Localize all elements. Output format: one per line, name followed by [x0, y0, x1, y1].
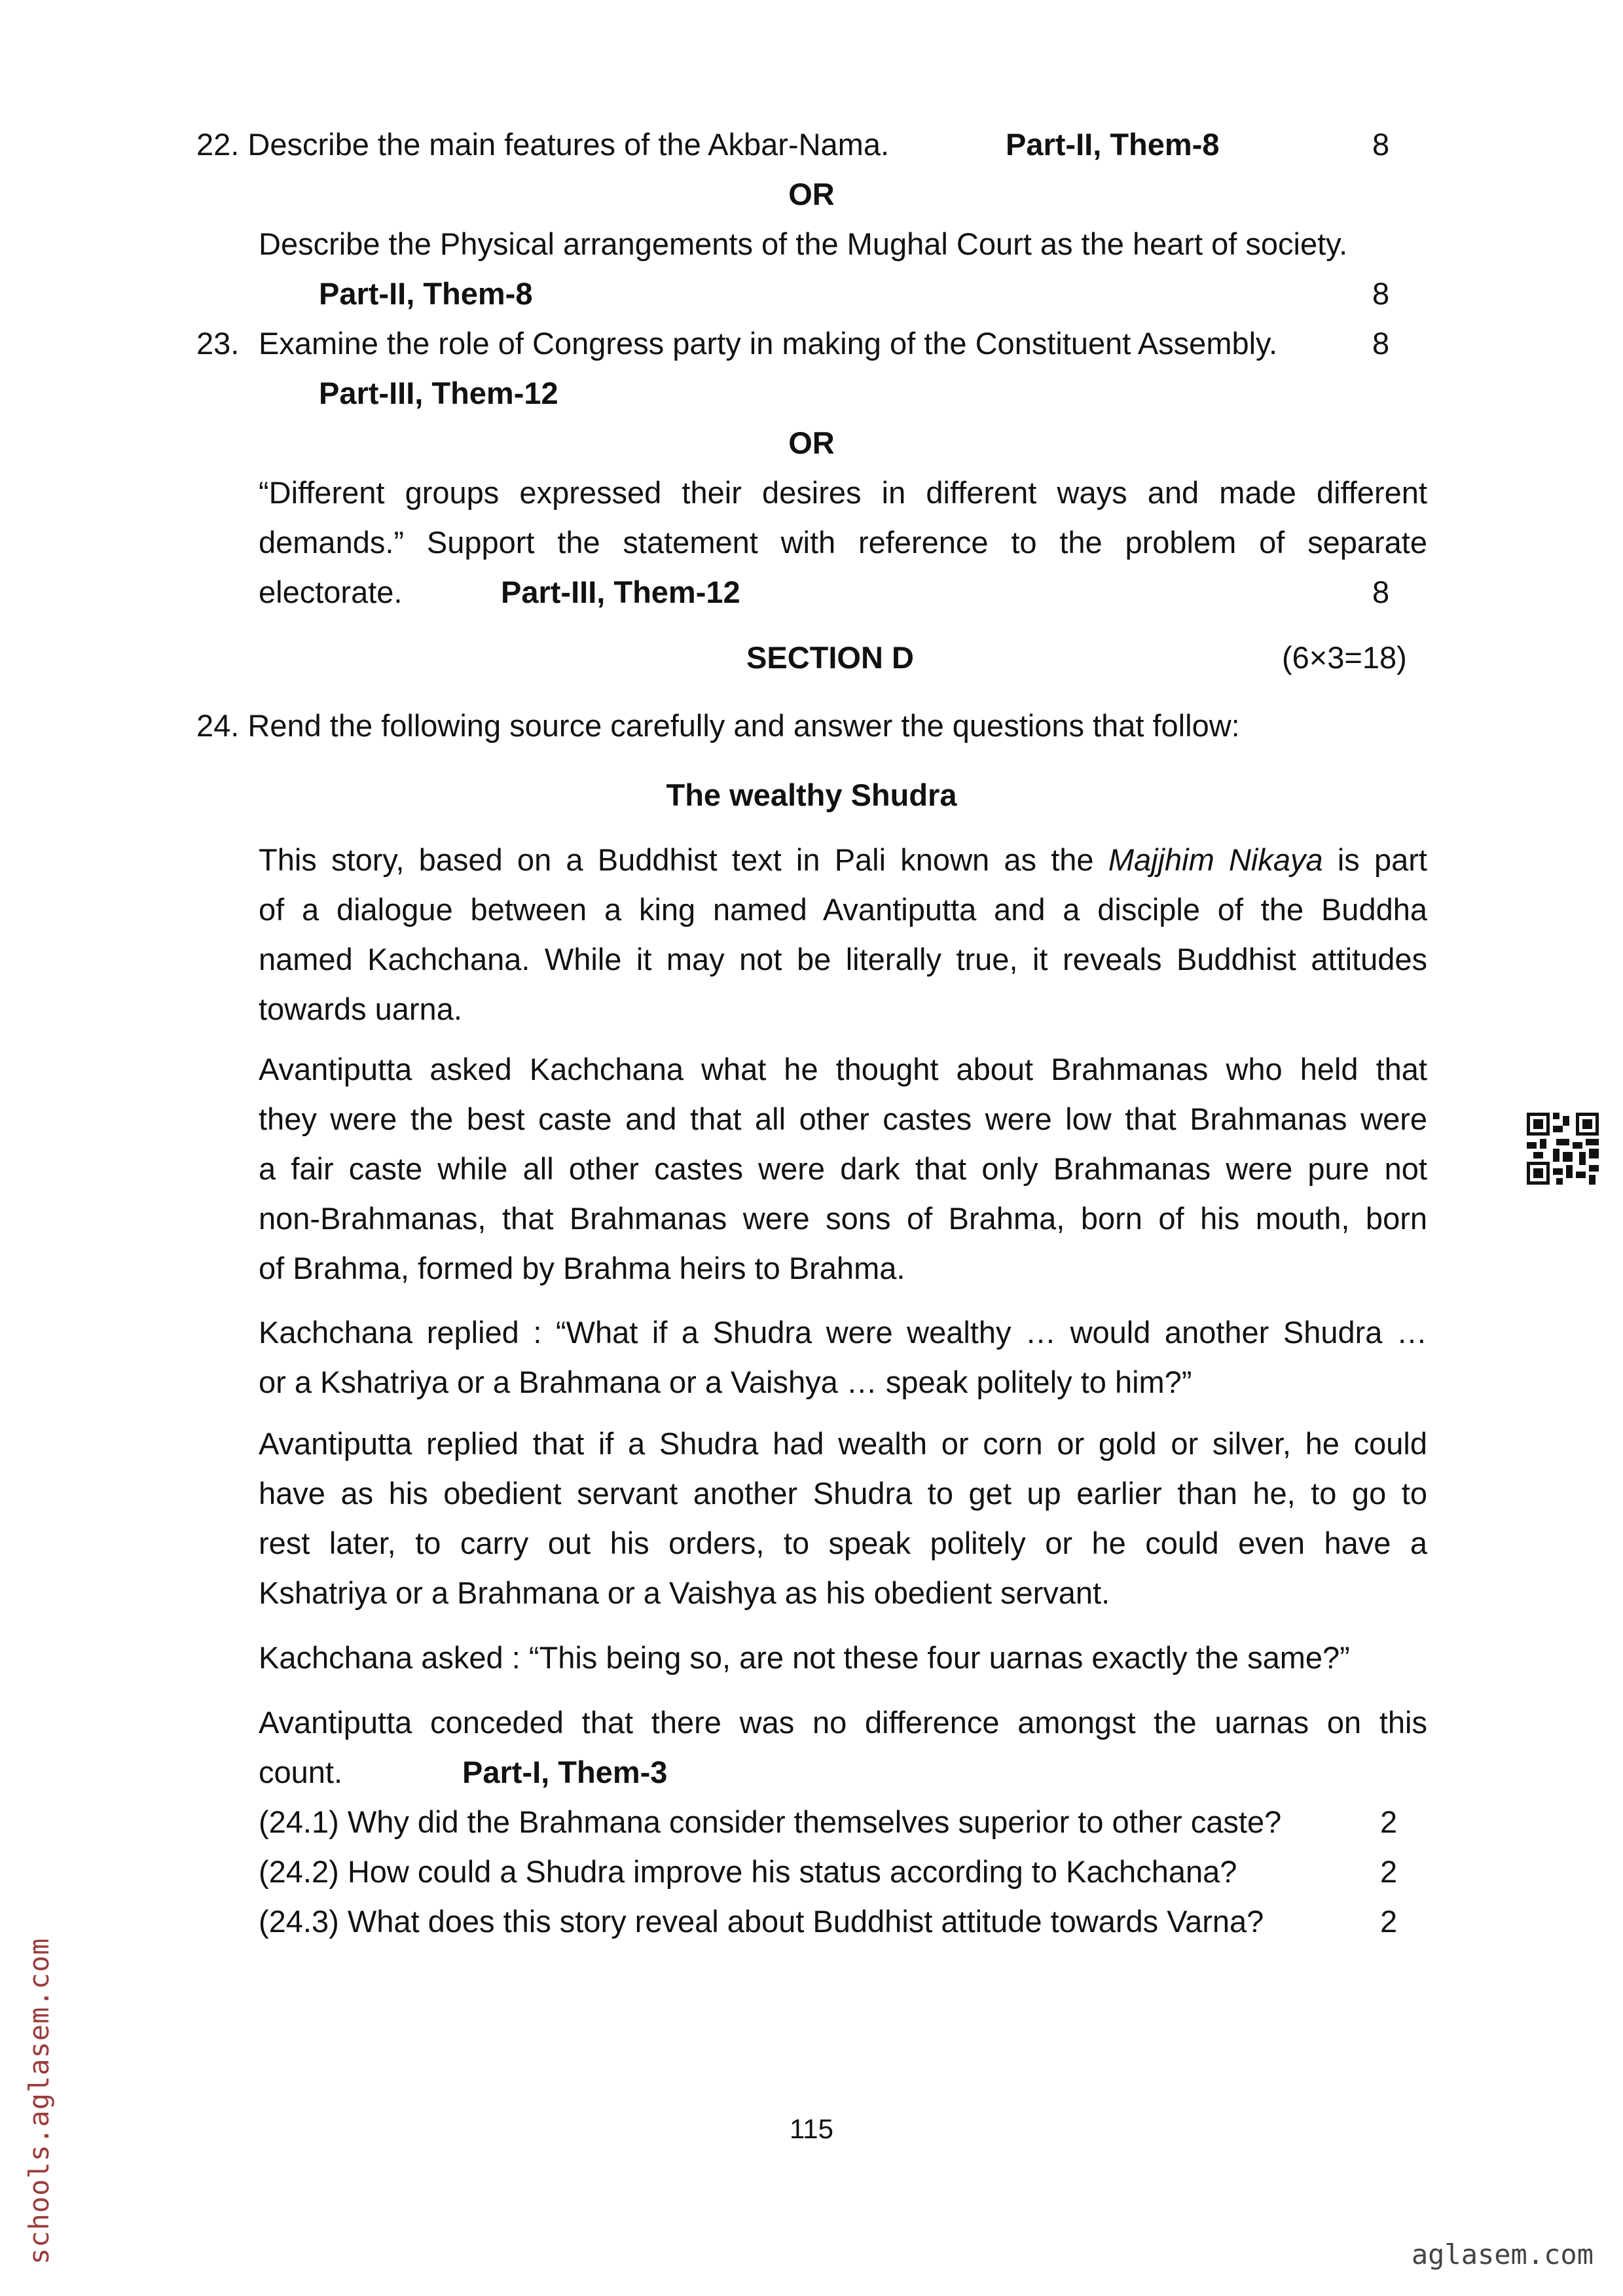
q24-instruction: 24. Rend the following source carefully and answer the questions that follow: [196, 708, 1240, 743]
q24-source-title: The wealthy Shudra [666, 778, 957, 812]
q24-p1-line: of a dialogue between a king named Avantiputta and a disciple of the Buddha [259, 892, 1427, 927]
q24-ref: Part-I, Them-3 [462, 1755, 668, 1789]
section-d-marks: (6×3=18) [1282, 640, 1407, 675]
q24-sub-marks: 2 [1380, 1904, 1398, 1939]
q24-p3-line: Kachchana replied : “What if a Shudra were wealthy … would another Shudra … [259, 1315, 1427, 1350]
page-number: 115 [790, 2113, 833, 2144]
watermark-left[interactable]: schools.aglasem.com [23, 1937, 55, 2265]
q24-sub-question: (24.1) Why did the Brahmana consider themselves superior to other caste? [259, 1804, 1282, 1839]
q24-p1-line: named Kachchana. While it may not be literally true, it reveals Buddhist attitudes [259, 942, 1427, 977]
watermark-right[interactable]: aglasem.com [1411, 2238, 1594, 2270]
q24-p2-line: non-Brahmanas, that Brahmanas were sons of Brahma, born of his mouth, born [259, 1201, 1427, 1236]
section-d-title: SECTION D [746, 640, 914, 675]
q24-p2-line: a fair caste while all other castes were dark that only Brahmanas were pure not [259, 1151, 1427, 1186]
q22-alt-text: Describe the Physical arrangements of the Mughal Court as the heart of society. [259, 226, 1348, 261]
q23-ref: Part-III, Them-12 [319, 376, 558, 410]
q22-alt-ref: Part-II, Them-8 [319, 276, 533, 311]
qr-code-icon [1527, 1113, 1599, 1185]
q24-p1-line: towards uarna. [259, 992, 462, 1026]
q22-or: OR [788, 177, 835, 211]
q23-alt-marks: 8 [1372, 575, 1390, 609]
q24-p4-line: Avantiputta replied that if a Shudra had wealth or corn or gold or silver, he could [259, 1426, 1427, 1461]
q24-p4-line: have as his obedient servant another Shudra to get up earlier than he, to go to [259, 1476, 1427, 1511]
q23-alt-line: demands.” Support the statement with reference to the problem of separate [259, 525, 1427, 560]
q24-p2-line: they were the best caste and that all other castes were low that Brahmanas were [259, 1102, 1427, 1136]
q24-p4-line: rest later, to carry out his orders, to speak politely or he could even have a [259, 1526, 1427, 1560]
q22-marks: 8 [1372, 127, 1390, 162]
q24-p1-line1 [259, 835, 1427, 885]
q23-number: 23. [196, 326, 240, 361]
q24-sub-question: (24.3) What does this story reveal about Buddhist attitude towards Varna? [259, 1904, 1264, 1939]
q22-text: 22. Describe the main features of the Akbar-Nama. [196, 127, 890, 162]
q24-sub-question: (24.2) How could a Shudra improve his status according to Kachchana? [259, 1854, 1237, 1889]
q24-sub-marks: 2 [1380, 1804, 1398, 1839]
q24-p6-line: Avantiputta conceded that there was no difference amongst the uarnas on this [259, 1705, 1427, 1740]
q24-p2-line: of Brahma, formed by Brahma heirs to Brahma. [259, 1251, 905, 1285]
q23-alt-ref: Part-III, Them-12 [501, 575, 740, 609]
q24-p3-line: or a Kshatriya or a Brahmana or a Vaishya … speak politely to him?” [259, 1365, 1192, 1399]
q24-p5: Kachchana asked : “This being so, are not these four uarnas exactly the same?” [259, 1640, 1350, 1675]
q22-ref: Part-II, Them-8 [1006, 127, 1220, 162]
q24-sub-marks: 2 [1380, 1854, 1398, 1889]
q24-p6-line: count. [259, 1755, 343, 1789]
q24-p4-line: Kshatriya or a Brahmana or a Vaishya as his obedient servant. [259, 1575, 1110, 1610]
q24-p2-line: Avantiputta asked Kachchana what he thought about Brahmanas who held that [259, 1052, 1427, 1086]
q23-alt-line: electorate. [259, 575, 403, 609]
q24-p1-italic: Majjhim Nikaya [1108, 842, 1323, 877]
q23-text: Examine the role of Congress party in making of the Constituent Assembly. [259, 326, 1278, 361]
q23-marks: 8 [1372, 326, 1390, 361]
q24-p1-text-b: is part [1337, 842, 1427, 877]
q22-alt-marks: 8 [1372, 276, 1390, 311]
q24-p1-text-a: This story, based on a Buddhist text in Pali known as the [259, 842, 1094, 877]
q23-or: OR [788, 425, 835, 460]
q23-alt-line: “Different groups expressed their desires in different ways and made different [259, 475, 1427, 510]
